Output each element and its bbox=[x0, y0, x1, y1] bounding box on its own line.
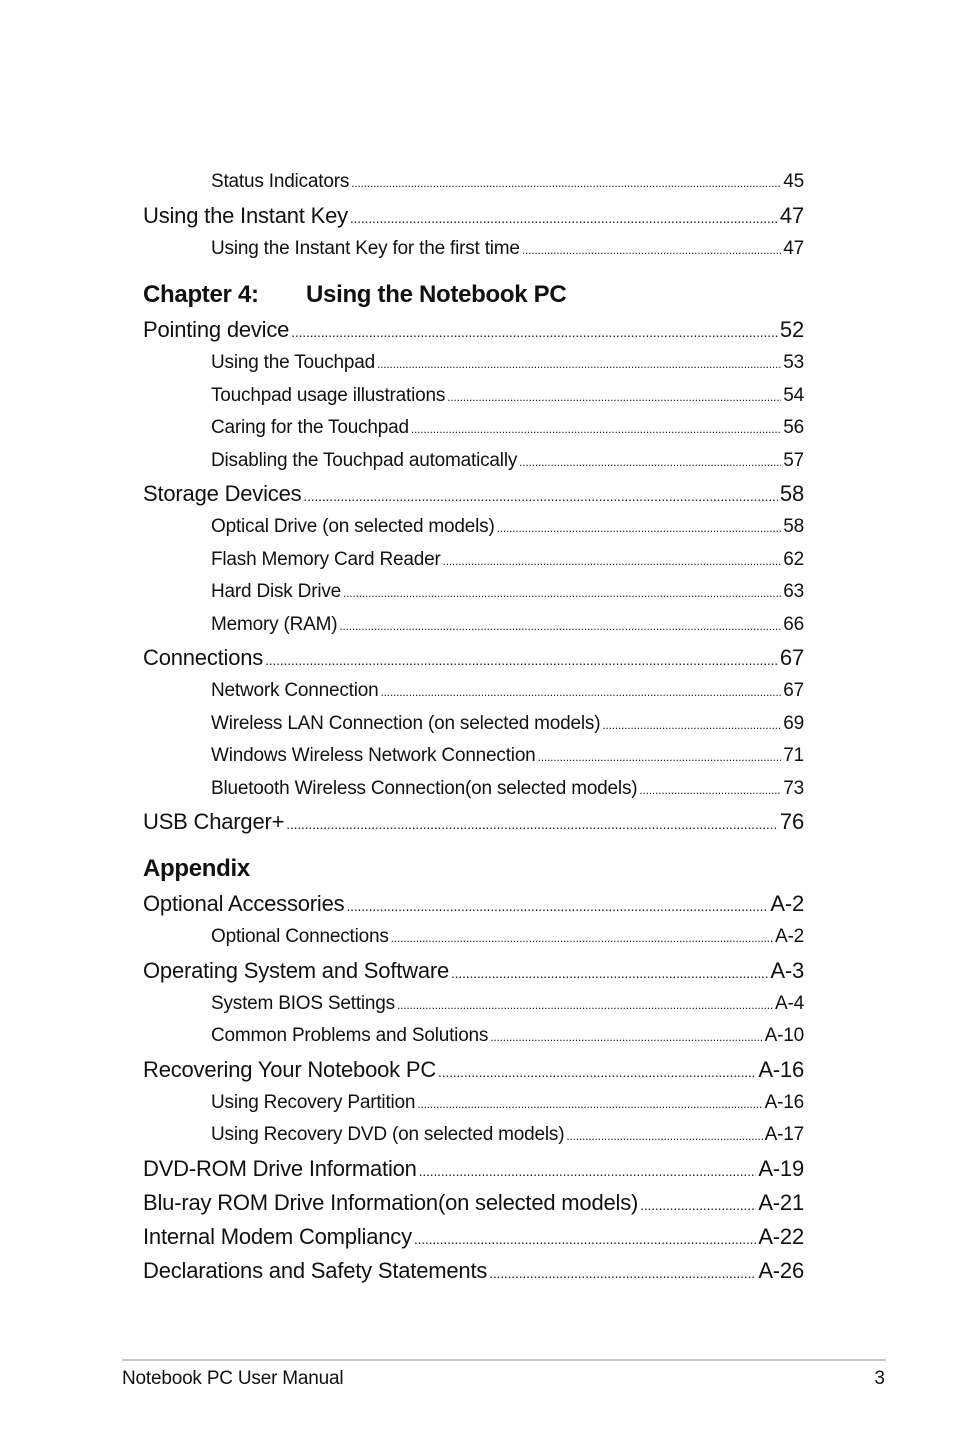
section-heading-label: Appendix bbox=[143, 855, 250, 882]
toc-entry-title: Windows Wireless Network Connection bbox=[211, 745, 536, 766]
dot-leader bbox=[566, 1120, 762, 1153]
dot-leader bbox=[602, 709, 781, 742]
toc-entry-page: A-2 bbox=[770, 891, 804, 916]
toc-entry-title: Connections bbox=[143, 645, 264, 670]
toc-subentry[interactable] bbox=[143, 576, 804, 609]
toc-subentry[interactable] bbox=[143, 1087, 804, 1120]
toc-entry-page: 69 bbox=[783, 712, 804, 734]
toc-subentry[interactable] bbox=[143, 708, 804, 741]
toc-entry-page: A-4 bbox=[775, 992, 804, 1014]
toc-entry-page: 56 bbox=[783, 417, 804, 438]
toc-subentry[interactable] bbox=[143, 609, 804, 642]
toc-entry-page: 73 bbox=[783, 777, 804, 799]
dot-leader bbox=[447, 381, 781, 414]
dot-leader bbox=[417, 1088, 762, 1121]
section-heading bbox=[143, 851, 804, 887]
toc-entry[interactable] bbox=[143, 1220, 804, 1254]
toc-entry-page: A-3 bbox=[770, 957, 804, 983]
dot-leader bbox=[391, 922, 773, 955]
toc-entry-page: A-19 bbox=[758, 1155, 804, 1181]
dot-leader bbox=[265, 643, 778, 677]
toc-entry-page: 62 bbox=[783, 548, 804, 570]
dot-leader bbox=[411, 413, 781, 446]
footer-manual-title: Notebook PC User Manual bbox=[122, 1368, 344, 1389]
section-heading-title: Using the Notebook PC bbox=[306, 281, 567, 308]
toc-entry-title: System BIOS Settings bbox=[211, 992, 395, 1014]
toc-entry-title: Network Connection bbox=[211, 680, 379, 701]
toc-entry-title: Bluetooth Wireless Connection(on selected models) bbox=[211, 777, 638, 799]
toc-entry[interactable] bbox=[143, 477, 804, 511]
dot-leader bbox=[377, 348, 781, 381]
toc-entry-page: 52 bbox=[779, 317, 804, 342]
dot-leader bbox=[639, 774, 781, 807]
toc-entry-title: Operating System and Software bbox=[143, 957, 450, 983]
toc-subentry[interactable] bbox=[143, 740, 804, 773]
toc-entry-title: Using the Instant Key bbox=[143, 202, 348, 228]
table-of-contents bbox=[143, 166, 804, 1288]
dot-leader bbox=[640, 1188, 756, 1222]
toc-entry-title: USB Charger+ bbox=[143, 809, 285, 834]
toc-entry-title: Status Indicators bbox=[211, 171, 350, 192]
toc-entry[interactable] bbox=[143, 887, 804, 921]
dot-leader bbox=[380, 676, 781, 709]
toc-subentry[interactable] bbox=[143, 921, 804, 954]
toc-entry-page: 71 bbox=[783, 745, 804, 766]
dot-leader bbox=[522, 234, 781, 267]
toc-subentry[interactable] bbox=[143, 380, 804, 413]
toc-subentry[interactable] bbox=[143, 773, 804, 806]
toc-entry-page: 47 bbox=[783, 237, 804, 259]
toc-entry-title: Hard Disk Drive bbox=[211, 581, 342, 602]
toc-entry-page: 45 bbox=[783, 171, 804, 192]
toc-entry-title: Optical Drive (on selected models) bbox=[211, 516, 495, 537]
dot-leader bbox=[303, 479, 778, 513]
dot-leader bbox=[350, 201, 778, 235]
toc-entry-title: Disabling the Touchpad automatically bbox=[211, 449, 518, 471]
dot-leader bbox=[489, 1256, 756, 1290]
toc-entry-page: 67 bbox=[779, 645, 804, 670]
toc-entry-title: Flash Memory Card Reader bbox=[211, 548, 441, 570]
dot-leader bbox=[490, 1021, 762, 1054]
toc-entry-title: Declarations and Safety Statements bbox=[143, 1257, 488, 1283]
toc-subentry[interactable] bbox=[143, 1020, 804, 1053]
toc-subentry[interactable] bbox=[143, 1119, 804, 1152]
dot-leader bbox=[291, 315, 778, 349]
dot-leader bbox=[351, 167, 781, 200]
toc-entry-page: 53 bbox=[783, 352, 804, 373]
toc-entry-title: Pointing device bbox=[143, 317, 290, 342]
toc-entry[interactable] bbox=[143, 1186, 804, 1220]
toc-entry-page: 58 bbox=[779, 481, 804, 506]
toc-entry-page: A-10 bbox=[764, 1025, 804, 1046]
toc-entry-title: Using the Touchpad bbox=[211, 352, 376, 373]
toc-entry-page: A-17 bbox=[764, 1124, 804, 1145]
dot-leader bbox=[286, 807, 778, 841]
toc-entry-title: Memory (RAM) bbox=[211, 613, 338, 635]
toc-entry-title: Optional Connections bbox=[211, 926, 389, 947]
toc-subentry[interactable] bbox=[143, 233, 804, 266]
toc-entry[interactable] bbox=[143, 313, 804, 347]
dot-leader bbox=[346, 889, 768, 923]
toc-subentry[interactable] bbox=[143, 347, 804, 380]
toc-entry-title: Wireless LAN Connection (on selected models) bbox=[211, 712, 601, 734]
toc-subentry[interactable] bbox=[143, 511, 804, 544]
section-heading-label: Chapter 4: bbox=[143, 281, 259, 308]
toc-entry-page: 47 bbox=[779, 202, 804, 228]
toc-entry[interactable] bbox=[143, 1152, 804, 1186]
toc-entry-title: Caring for the Touchpad bbox=[211, 417, 409, 438]
toc-subentry[interactable] bbox=[143, 675, 804, 708]
dot-leader bbox=[497, 512, 782, 545]
toc-entry[interactable] bbox=[143, 954, 804, 988]
dot-leader bbox=[443, 545, 782, 578]
toc-subentry[interactable] bbox=[143, 412, 804, 445]
dot-leader bbox=[397, 989, 773, 1022]
footer-page-number: 3 bbox=[874, 1368, 885, 1389]
footer-divider bbox=[122, 1359, 886, 1361]
dot-leader bbox=[419, 1154, 757, 1188]
toc-entry[interactable] bbox=[143, 199, 804, 233]
dot-leader bbox=[414, 1222, 756, 1256]
dot-leader bbox=[538, 741, 782, 774]
toc-subentry[interactable] bbox=[143, 445, 804, 478]
toc-subentry[interactable] bbox=[143, 988, 804, 1021]
toc-entry-title: Optional Accessories bbox=[143, 891, 345, 916]
toc-entry-page: A-16 bbox=[758, 1056, 804, 1082]
toc-entry[interactable] bbox=[143, 805, 804, 839]
dot-leader bbox=[451, 956, 768, 990]
toc-entry[interactable] bbox=[143, 641, 804, 675]
dot-leader bbox=[438, 1055, 756, 1089]
toc-entry-title: Using Recovery DVD (on selected models) bbox=[211, 1124, 565, 1145]
toc-entry-page: 67 bbox=[783, 680, 804, 701]
toc-subentry[interactable] bbox=[143, 166, 804, 199]
toc-entry-title: Touchpad usage illustrations bbox=[211, 384, 446, 406]
toc-entry-page: 57 bbox=[783, 449, 804, 471]
dot-leader bbox=[343, 577, 781, 610]
toc-entry-title: Using the Instant Key for the first time bbox=[211, 237, 520, 259]
toc-entry-page: 66 bbox=[783, 613, 804, 635]
dot-leader bbox=[339, 610, 781, 643]
dot-leader bbox=[519, 446, 781, 479]
toc-entry-title: Internal Modem Compliancy bbox=[143, 1223, 412, 1249]
toc-entry-page: 58 bbox=[783, 516, 804, 537]
toc-entry-page: A-16 bbox=[764, 1091, 804, 1113]
section-heading bbox=[143, 277, 804, 313]
toc-entry-title: Using Recovery Partition bbox=[211, 1091, 416, 1113]
toc-entry-page: A-22 bbox=[758, 1223, 804, 1249]
toc-entry-title: Recovering Your Notebook PC bbox=[143, 1056, 437, 1082]
toc-entry-title: DVD-ROM Drive Information bbox=[143, 1155, 417, 1181]
toc-entry-page: 63 bbox=[783, 581, 804, 602]
toc-entry-title: Common Problems and Solutions bbox=[211, 1025, 489, 1046]
toc-entry-page: A-26 bbox=[758, 1257, 804, 1283]
toc-entry-page: A-21 bbox=[758, 1189, 804, 1215]
toc-entry[interactable] bbox=[143, 1053, 804, 1087]
toc-subentry[interactable] bbox=[143, 544, 804, 577]
toc-entry-title: Storage Devices bbox=[143, 481, 302, 506]
toc-entry-page: 54 bbox=[783, 384, 804, 406]
toc-entry[interactable] bbox=[143, 1254, 804, 1288]
toc-entry-page: A-2 bbox=[775, 926, 804, 947]
toc-entry-page: 76 bbox=[779, 809, 804, 834]
toc-entry-title: Blu-ray ROM Drive Information(on selected models) bbox=[143, 1189, 639, 1215]
